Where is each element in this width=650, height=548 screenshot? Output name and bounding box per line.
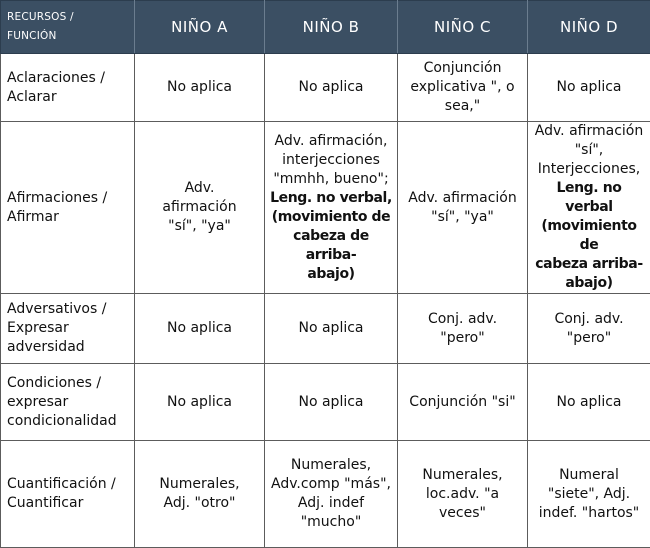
cell-text: Adv. afirmación, interjecciones "mmhh, bueno"; bbox=[273, 133, 388, 187]
table-cell bbox=[528, 441, 650, 548]
cell-text: Conjunción "si" bbox=[409, 394, 515, 410]
table-cell bbox=[398, 294, 528, 364]
cell-text: No aplica bbox=[167, 394, 232, 410]
table-cell bbox=[398, 364, 528, 441]
table-cell bbox=[135, 441, 265, 548]
table-cell bbox=[398, 441, 528, 548]
row-label: Aclaraciones / Aclarar bbox=[1, 54, 135, 122]
table-cell bbox=[135, 122, 265, 294]
table-cell bbox=[528, 364, 650, 441]
cell-bold-text: Leng. no verbal, (movimiento de cabeza de arriba- abajo) bbox=[270, 190, 392, 282]
row-label: Cuantificación / Cuantificar bbox=[1, 441, 135, 548]
table-row-afirmaciones bbox=[1, 122, 650, 294]
cell-text: Adv. afirmación "sí", "ya" bbox=[408, 190, 516, 225]
corner-header: RECURSOS / FUNCIÓN bbox=[1, 1, 135, 54]
cell-text: Conjunción explicativa ", o sea," bbox=[410, 60, 514, 114]
cell-text: Numerales, Adv.comp "más", Adj. indef "mucho" bbox=[271, 457, 391, 530]
table-row-condiciones bbox=[1, 364, 650, 441]
header-row bbox=[1, 1, 650, 54]
table-cell bbox=[528, 122, 650, 294]
cell-text: No aplica bbox=[556, 79, 621, 95]
table-cell bbox=[398, 54, 528, 122]
cell-text: Adv. afirmación "sí", "ya" bbox=[162, 180, 236, 234]
cell-text: Adv. afirmación "sí", Interjecciones, bbox=[535, 123, 643, 177]
row-label: Afirmaciones / Afirmar bbox=[1, 122, 135, 294]
column-header-nino-b: NIÑO B bbox=[265, 1, 398, 54]
column-header-nino-a: NIÑO A bbox=[135, 1, 265, 54]
row-label: Condiciones / expresar condicionalidad bbox=[1, 364, 135, 441]
table-cell bbox=[265, 441, 398, 548]
cell-text: No aplica bbox=[167, 79, 232, 95]
table-cell bbox=[398, 122, 528, 294]
table-cell bbox=[528, 294, 650, 364]
cell-text: No aplica bbox=[298, 394, 363, 410]
table-cell bbox=[265, 364, 398, 441]
table-row-aclaraciones bbox=[1, 54, 650, 122]
cell-text: No aplica bbox=[298, 320, 363, 336]
table-cell bbox=[135, 54, 265, 122]
column-header-nino-c: NIÑO C bbox=[398, 1, 528, 54]
column-header-nino-d: NIÑO D bbox=[528, 1, 650, 54]
cell-bold-text: Leng. no verbal (movimiento de cabeza arriba- abajo) bbox=[535, 180, 642, 291]
cell-text: Numeral "siete", Adj. indef. "hartos" bbox=[539, 467, 640, 521]
table-cell bbox=[265, 122, 398, 294]
table-cell bbox=[265, 294, 398, 364]
table-row-adversativos bbox=[1, 294, 650, 364]
table-row-cuantificacion bbox=[1, 441, 650, 548]
table-cell bbox=[265, 54, 398, 122]
cell-text: No aplica bbox=[167, 320, 232, 336]
table-cell bbox=[528, 54, 650, 122]
cell-text: No aplica bbox=[556, 394, 621, 410]
row-label: Adversativos / Expresar adversidad bbox=[1, 294, 135, 364]
cell-text: Numerales, loc.adv. "a veces" bbox=[422, 467, 502, 521]
cell-text: Conj. adv. "pero" bbox=[554, 311, 623, 346]
cell-text: Numerales, Adj. "otro" bbox=[159, 476, 239, 511]
table-cell bbox=[135, 364, 265, 441]
cell-text: Conj. adv. "pero" bbox=[428, 311, 497, 346]
cell-text: No aplica bbox=[298, 79, 363, 95]
table-cell bbox=[135, 294, 265, 364]
